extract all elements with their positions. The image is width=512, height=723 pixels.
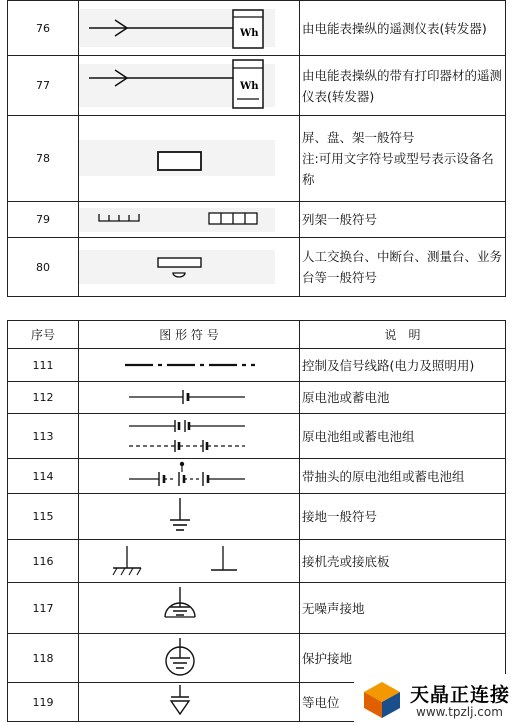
description: 列架一般符号 (300, 202, 506, 238)
description: 保护接地 (300, 634, 506, 683)
symbol-cell (79, 1, 300, 56)
row-number: 119 (8, 683, 79, 722)
table-row (8, 540, 506, 583)
row-number: 77 (8, 56, 79, 116)
symbol-table-top (7, 0, 506, 297)
table-row (8, 202, 506, 238)
tapped-battery-symbol (79, 459, 299, 493)
symbol-cell (79, 540, 300, 583)
table-row (8, 382, 506, 414)
table-row (8, 116, 506, 202)
symbol-cell (79, 683, 300, 722)
wh-label: Wh (240, 28, 259, 39)
protective-ground-symbol (79, 634, 299, 682)
watermark (354, 674, 512, 723)
table-row (8, 56, 506, 116)
wh-label: Wh (240, 81, 259, 92)
watermark-title: 天晶正连接 (410, 684, 511, 706)
symbol-cell (79, 202, 300, 238)
table-header-row (8, 321, 506, 349)
row-number: 113 (8, 414, 79, 459)
signal-line-symbol (79, 349, 299, 381)
row-number: 118 (8, 634, 79, 683)
symbol-cell (79, 634, 300, 683)
switchboard-symbol (79, 238, 299, 296)
row-number: 76 (8, 1, 79, 56)
table-row (8, 1, 506, 56)
description (300, 116, 506, 202)
table-row (8, 349, 506, 382)
symbol-table-bottom (7, 320, 506, 722)
row-number: 116 (8, 540, 79, 583)
symbol-cell (79, 238, 300, 297)
header-symbol: 图 形 符 号 (79, 321, 300, 349)
description: 由电能表操纵的带有打印器材的遥测仪表(转发器) (300, 56, 506, 116)
ground-symbol (79, 494, 299, 539)
equipotential-symbol (79, 683, 299, 721)
table-row (8, 414, 506, 459)
rack-symbol (79, 202, 299, 237)
printing-telemeter-symbol (79, 56, 299, 115)
description: 带抽头的原电池组或蓄电池组 (300, 459, 506, 494)
description-line: 注:可用文字符号或型号表示设备名称 (302, 151, 494, 187)
symbol-cell (79, 459, 300, 494)
symbol-cell (79, 583, 300, 634)
panel-symbol (79, 116, 299, 201)
row-number: 79 (8, 202, 79, 238)
row-number: 78 (8, 116, 79, 202)
row-number: 80 (8, 238, 79, 297)
table-row (8, 494, 506, 540)
description: 接地一般符号 (300, 494, 506, 540)
noiseless-ground-symbol (79, 583, 299, 633)
description: 原电池或蓄电池 (300, 382, 506, 414)
row-number: 117 (8, 583, 79, 634)
watermark-url: www.tpzlj.com (416, 705, 503, 719)
description: 原电池组或蓄电池组 (300, 414, 506, 459)
description: 等电位 (300, 683, 506, 722)
row-number: 112 (8, 382, 79, 414)
row-number: 114 (8, 459, 79, 494)
table-row (8, 238, 506, 297)
symbol-cell (79, 382, 300, 414)
description: 人工交换台、中断台、测量台、业务台等一般符号 (300, 238, 506, 297)
symbol-cell (79, 349, 300, 382)
battery-symbol (79, 382, 299, 413)
symbol-cell (79, 494, 300, 540)
description: 控制及信号线路(电力及照明用) (300, 349, 506, 382)
symbol-cell (79, 116, 300, 202)
header-number: 序号 (8, 321, 79, 349)
chassis-ground-symbol (79, 540, 299, 582)
telemeter-symbol (79, 1, 299, 55)
description: 由电能表操纵的遥测仪表(转发器) (300, 1, 506, 56)
battery-group-symbol (79, 414, 299, 458)
watermark-logo-icon (360, 680, 404, 718)
description: 无噪声接地 (300, 583, 506, 634)
symbol-cell (79, 414, 300, 459)
symbol-cell (79, 56, 300, 116)
table-row (8, 459, 506, 494)
row-number: 115 (8, 494, 79, 540)
row-number: 111 (8, 349, 79, 382)
description: 接机壳或接底板 (300, 540, 506, 583)
table-row (8, 583, 506, 634)
description-line: 屏、盘、架一般符号 (302, 130, 415, 145)
header-description: 说 明 (300, 321, 506, 349)
